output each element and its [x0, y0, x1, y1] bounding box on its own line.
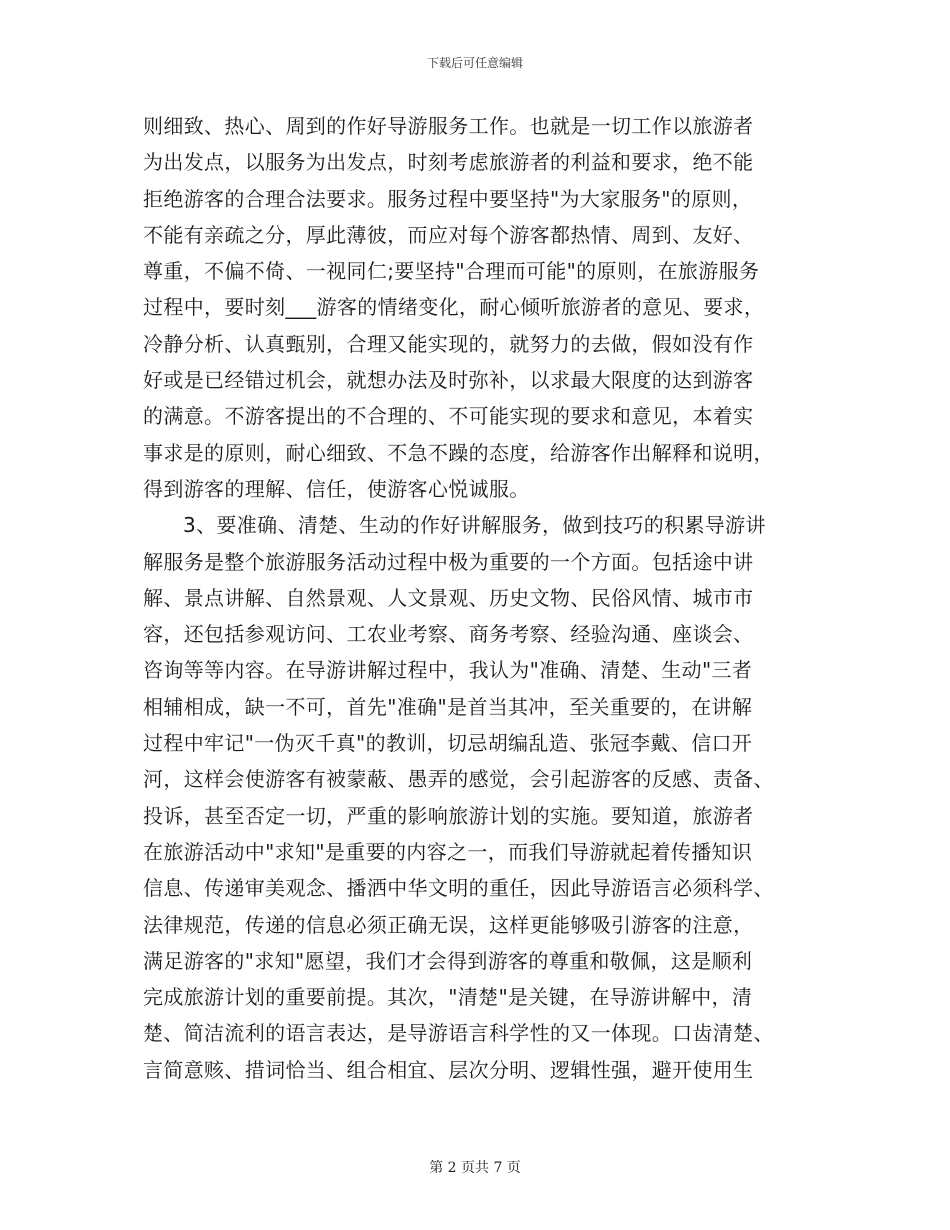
text-line: 法律规范，传递的信息必须正确无误，这样更能够吸引游客的注意，: [143, 912, 754, 937]
text-line: 过程中牢记"一伪灭千真"的教训，切忌胡编乱造、张冠李戴、信口开: [143, 731, 753, 756]
text-line: 则细致、热心、周到的作好导游服务工作。也就是一切工作以旅游者: [143, 114, 754, 138]
text-line: 容，还包括参观访问、工农业考察、商务考察、经验沟通、座谈会、: [143, 622, 754, 647]
text-line: 得到游客的理解、信任，使游客心悦诚服。: [143, 476, 530, 501]
paragraph-start-line: 3、要准确、清楚、生动的作好讲解服务，做到技巧的积累导游讲: [183, 513, 766, 538]
text-line: 在旅游活动中"求知"是重要的内容之一，而我们导游就起着传播知识: [143, 839, 753, 864]
text-line: 好或是已经错过机会，就想办法及时弥补，以求最大限度的达到游客: [143, 368, 754, 393]
text-line: 信息、传递审美观念、播洒中华文明的重任，因此导游语言必须科学、: [143, 876, 774, 901]
text-line: 咨询等等内容。在导游讲解过程中，我认为"准确、清楚、生动"三者: [143, 658, 753, 683]
text-line: 冷静分析、认真甄别，合理又能实现的，就努力的去做，假如没有作: [143, 331, 754, 356]
text-line: 相辅相成，缺一不可，首先"准确"是首当其冲，至关重要的，在讲解: [143, 694, 753, 719]
text-line: 解服务是整个旅游服务活动过程中极为重要的一个方面。包括途中讲: [143, 549, 754, 574]
text-line: 过程中，要时刻___游客的情绪变化，耐心倾听旅游者的意见、要求，: [143, 295, 765, 320]
text-line: 言简意赅、措词恰当、组合相宜、层次分明、逻辑性强，避开使用生: [143, 1057, 754, 1082]
text-line: 完成旅游计划的重要前提。其次，"清楚"是关键，在导游讲解中，清: [143, 985, 753, 1010]
text-line: 的满意。不游客提出的不合理的、不可能实现的要求和意见，本着实: [143, 404, 754, 429]
text-line: 尊重，不偏不倚、一视同仁;要坚持"合理而可能"的原则，在旅游服务: [143, 259, 760, 284]
text-line: 投诉，甚至否定一切，严重的影响旅游计划的实施。要知道，旅游者: [143, 803, 754, 828]
page-header: 下载后可任意编辑: [426, 56, 523, 70]
text-line: 为出发点，以服务为出发点，时刻考虑旅游者的利益和要求，绝不能: [143, 150, 754, 175]
text-line: 解、景点讲解、自然景观、人文景观、历史文物、民俗风情、城市市: [143, 585, 754, 610]
text-line: 事求是的原则，耐心细致、不急不躁的态度，给游客作出解释和说明，: [143, 440, 774, 465]
page-number: 第 2 页共 7 页: [429, 1160, 521, 1176]
text-line: 河，这样会使游客有被蒙蔽、愚弄的感觉，会引起游客的反感、责备、: [143, 767, 774, 792]
text-line: 拒绝游客的合理合法要求。服务过程中要坚持"为大家服务"的原则，: [143, 186, 753, 211]
text-line: 楚、简洁流利的语言表达，是导游语言科学性的又一体现。口齿清楚、: [143, 1021, 774, 1046]
document-body: [143, 108, 815, 1088]
text-line: 满足游客的"求知"愿望，我们才会得到游客的尊重和敬佩，这是顺利: [143, 948, 753, 973]
text-line: 不能有亲疏之分，厚此薄彼，而应对每个游客都热情、周到、友好、: [143, 222, 754, 247]
